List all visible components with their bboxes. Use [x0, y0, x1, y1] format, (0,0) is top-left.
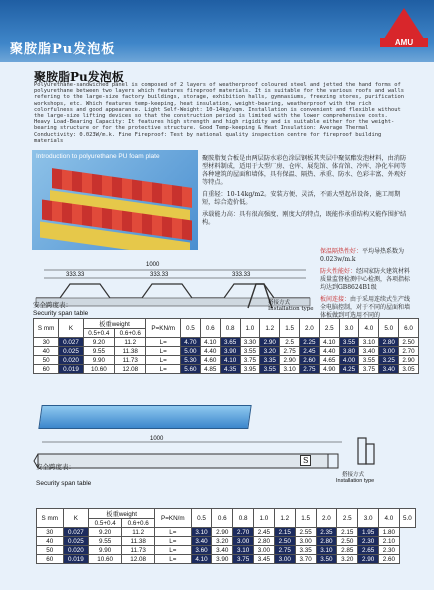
row-l: L= — [146, 365, 181, 374]
install-label-2-en: Installation type — [336, 478, 375, 484]
row-w2: 11.38 — [115, 347, 146, 356]
row-value-0: 4.70 — [181, 338, 201, 347]
row-value-0: 3.10 — [191, 528, 212, 537]
row-value-5: 3.10 — [280, 365, 300, 374]
row-l: L= — [146, 347, 181, 356]
header-title: 聚胺脂Pu发泡板 — [10, 42, 116, 57]
row-value-9: 2.10 — [378, 537, 399, 546]
row-value-6: 3.50 — [316, 555, 337, 564]
header-load-10: 5.0 — [399, 509, 415, 528]
header-thickness-1: 0.6+0.6 — [122, 519, 155, 528]
row-value-2: 3.75 — [233, 555, 254, 564]
cn-load-text: 承载能力高：具有很高强度、刚度大的特点，既能作承重结构又能作围护结构。 — [202, 211, 407, 226]
heat-title: 保温隔热性好： — [320, 248, 363, 255]
header-load-3: 1.0 — [254, 509, 275, 528]
chinese-intro — [202, 155, 407, 227]
header-load-9: 4.0 — [378, 509, 399, 528]
row-value-1: 2.90 — [212, 528, 233, 537]
heat-text: 平均导热系数为0.023w/m.k — [320, 248, 405, 263]
row-s: 60 — [34, 365, 59, 374]
row-s: 30 — [37, 528, 64, 537]
row-k: 0.025 — [63, 537, 89, 546]
row-value-4: 2.15 — [274, 528, 295, 537]
row-value-5: 3.35 — [295, 546, 316, 555]
row-w1: 9.20 — [89, 528, 122, 537]
row-w2: 11.73 — [122, 546, 155, 555]
header-load-6: 2.0 — [299, 319, 319, 338]
row-value-7: 3.20 — [337, 555, 358, 564]
row-value-1: 3.20 — [212, 537, 233, 546]
row-l: L= — [146, 338, 181, 347]
row-value-2: 3.65 — [220, 338, 240, 347]
row-value-7: 2.50 — [337, 537, 358, 546]
row-value-2: 4.10 — [220, 356, 240, 365]
header-thickness-1: 0.6+0.6 — [115, 329, 146, 338]
row-value-6: 2.60 — [299, 356, 319, 365]
header-k: K — [63, 509, 89, 528]
row-value-9: 1.80 — [378, 528, 399, 537]
row-value-9: 2.30 — [378, 546, 399, 555]
row-w2: 12.08 — [122, 555, 155, 564]
row-value-4: 3.55 — [260, 365, 280, 374]
row-k: 0.019 — [63, 555, 89, 564]
row-value-8: 2.90 — [358, 555, 379, 564]
header-weight: 板重weight — [89, 509, 155, 519]
row-k: 0.020 — [63, 546, 89, 555]
row-value-1: 4.10 — [200, 338, 220, 347]
row-value-6: 2.35 — [316, 528, 337, 537]
row-w1: 9.90 — [83, 356, 114, 365]
row-value-2: 3.00 — [233, 537, 254, 546]
row-s: 40 — [34, 347, 59, 356]
fire-text: 经国家防火建筑材料质量监督检测中心检测，各项指标均达到GB8624B1级 — [320, 268, 411, 291]
row-w1: 9.55 — [89, 537, 122, 546]
row-value-3: 3.45 — [254, 555, 275, 564]
row-l: L= — [155, 546, 191, 555]
header-load-4: 1.2 — [274, 509, 295, 528]
row-value-4: 2.75 — [274, 546, 295, 555]
row-value-11: 2.70 — [399, 347, 419, 356]
row-l: L= — [155, 555, 191, 564]
row-value-6: 3.10 — [316, 546, 337, 555]
header-thickness-0: 0.5+0.4 — [89, 519, 122, 528]
logo-text: AMU — [380, 38, 428, 47]
row-value-9: 3.55 — [359, 356, 379, 365]
row-value-0: 3.60 — [191, 546, 212, 555]
row-w2: 11.2 — [115, 338, 146, 347]
header-load-3: 1.0 — [240, 319, 260, 338]
install-label-2-cn: 搭接方式 — [342, 472, 365, 478]
row-value-8: 4.00 — [339, 356, 359, 365]
row-value-10: 3.25 — [379, 356, 399, 365]
header-thickness-0: 0.5+0.4 — [83, 329, 114, 338]
header-load-8: 3.0 — [358, 509, 379, 528]
row-value-5: 2.90 — [280, 356, 300, 365]
row-value-11: 2.50 — [399, 338, 419, 347]
row-s: 30 — [34, 338, 59, 347]
row-value-3: 3.95 — [240, 365, 260, 374]
row-s: 60 — [37, 555, 64, 564]
row-w1: 10.60 — [83, 365, 114, 374]
row-value-9: 3.40 — [359, 347, 379, 356]
span-table-2 — [36, 508, 416, 564]
span-table-1 — [33, 318, 419, 374]
row-k: 0.019 — [59, 365, 83, 374]
flat-panel-image — [38, 405, 251, 429]
side-specs — [320, 248, 415, 320]
row-value-9: 3.10 — [359, 338, 379, 347]
table-row — [37, 555, 416, 564]
row-s: 40 — [37, 537, 64, 546]
row-value-8: 1.95 — [358, 528, 379, 537]
row-value-3: 3.30 — [240, 338, 260, 347]
row-value-1: 4.40 — [200, 347, 220, 356]
row-w1: 9.90 — [89, 546, 122, 555]
width-seg-2: 333.33 — [150, 272, 169, 278]
row-value-4: 2.90 — [260, 338, 280, 347]
english-intro: Polyurethane-sandwiched panel is composed of 2 layers of weatherproof coloured steel and jetted the hand forms of polyurethane between two layers which features fireproof materials. It is suitable for the various roofs and walls refering to the large-size factory buildings, storage, exhibition halls, gymnasiums, freezing stores, purification workshops, etc. Which features temp-keeping, heat insulation, weight-bearing, weatherproof with the rich colorfulness and good appearance. Light Self-Weight: 10-14kg/sqm. Installation is convenient and flexible without the large-size lifting devices so that the construction period is limited with the lower comprehensive costs. Heavy Load-Bearing Capacity: It features high strength and high rigidity and is suitable either for the weight-bearing structure or for the protective structure. Good Temp-keeping & Heat Insulation: Average Thermal Conductivity: 0.023W/m.k. Fine Fireproof: Test by national quality inspection centre for fireproof building materials — [34, 82, 404, 144]
row-k: 0.027 — [59, 338, 83, 347]
install-text: 由于采用连续式生产线全电脑控制，对于不同的屋面和墙体板做到可选用不同的 — [320, 296, 411, 319]
header-banner — [0, 0, 434, 62]
row-value-2: 2.70 — [233, 528, 254, 537]
row-value-3: 2.80 — [254, 537, 275, 546]
cn-intro-text: 聚胺脂复合板是由两层防水彩色涂层钢板其夹层中聚氨酯发泡材料，由消防型材料制成，适用于大型厂房、仓库、展览馆、体育馆、冷库、净化车间等各种建筑的屋面和墙体，具有保温、隔热、承重、防水、色彩丰富、外观好等特点。 — [202, 155, 407, 186]
row-l: L= — [155, 528, 191, 537]
row-value-4: 3.35 — [260, 356, 280, 365]
row-value-5: 3.00 — [295, 537, 316, 546]
amu-logo — [380, 8, 428, 56]
row-w2: 11.2 — [122, 528, 155, 537]
row-value-0: 5.30 — [181, 356, 201, 365]
header-load-6: 2.0 — [316, 509, 337, 528]
row-value-5: 2.5 — [280, 338, 300, 347]
row-l: L= — [146, 356, 181, 365]
header-load-8: 3.0 — [339, 319, 359, 338]
page-title: 聚胺脂Pu发泡板 — [34, 70, 124, 84]
row-value-3: 3.55 — [240, 347, 260, 356]
row-value-7: 4.10 — [319, 338, 339, 347]
fire-title: 防火性能好： — [320, 268, 357, 275]
thickness-s-label: S — [300, 455, 311, 466]
table-row — [37, 537, 416, 546]
header-load-5: 1.5 — [280, 319, 300, 338]
install-title: 板间连接： — [320, 296, 351, 303]
panel-photo — [32, 150, 198, 250]
row-value-5: 2.75 — [280, 347, 300, 356]
row-w2: 11.38 — [122, 537, 155, 546]
header-load-4: 1.2 — [260, 319, 280, 338]
row-value-2: 4.35 — [220, 365, 240, 374]
row-value-1: 3.90 — [212, 555, 233, 564]
row-s: 50 — [37, 546, 64, 555]
width-bottom-label: 1000 — [150, 436, 164, 442]
table-row — [34, 338, 419, 347]
header-load-9: 4.0 — [359, 319, 379, 338]
row-value-0: 5.00 — [181, 347, 201, 356]
row-value-4: 2.50 — [274, 537, 295, 546]
row-w1: 9.55 — [83, 347, 114, 356]
row-value-0: 4.10 — [191, 555, 212, 564]
header-s-mm: S mm — [37, 509, 64, 528]
header-load-1: 0.6 — [212, 509, 233, 528]
row-value-11: 3.05 — [399, 365, 419, 374]
row-value-8: 3.55 — [339, 338, 359, 347]
row-k: 0.027 — [63, 528, 89, 537]
row-value-7: 4.90 — [319, 365, 339, 374]
table-row — [37, 546, 416, 555]
row-value-10: 3.00 — [379, 347, 399, 356]
row-value-5: 2.55 — [295, 528, 316, 537]
row-value-9: 3.75 — [359, 365, 379, 374]
row-value-2: 3.90 — [220, 347, 240, 356]
row-value-1: 4.85 — [200, 365, 220, 374]
width-seg-1: 333.33 — [66, 272, 85, 278]
header-load-5: 1.5 — [295, 509, 316, 528]
header-s-mm: S mm — [34, 319, 59, 338]
safe-span-title-1: 安全跨度表： — [33, 301, 72, 309]
row-value-9: 2.60 — [378, 555, 399, 564]
header-load-7: 2.5 — [337, 509, 358, 528]
header-load-2: 0.8 — [233, 509, 254, 528]
row-value-2: 3.10 — [233, 546, 254, 555]
row-value-6: 2.80 — [316, 537, 337, 546]
row-value-10: 3.40 — [379, 365, 399, 374]
table-row — [34, 356, 419, 365]
row-value-8: 2.30 — [358, 537, 379, 546]
photo-caption: Introduction to polyurethane PU foam plate — [36, 153, 160, 160]
safe-span-en-1: Security span table — [33, 310, 89, 317]
row-value-8: 3.80 — [339, 347, 359, 356]
header-load-10: 5.0 — [379, 319, 399, 338]
row-value-11: 2.90 — [399, 356, 419, 365]
header-k: K — [59, 319, 83, 338]
row-w2: 11.73 — [115, 356, 146, 365]
safe-span-title-2: 安全跨度表： — [36, 463, 75, 471]
row-value-1: 3.40 — [212, 546, 233, 555]
row-value-1: 4.60 — [200, 356, 220, 365]
row-value-0: 5.60 — [181, 365, 201, 374]
header-load-11: 6.0 — [399, 319, 419, 338]
row-w2: 12.08 — [115, 365, 146, 374]
header-load-7: 2.5 — [319, 319, 339, 338]
row-value-6: 2.45 — [299, 347, 319, 356]
row-value-5: 3.70 — [295, 555, 316, 564]
width-total-label: 1000 — [146, 262, 160, 268]
header-p: P=KN/m — [146, 319, 181, 338]
install-label-1: 搭接方式 Installation type — [268, 300, 314, 312]
header-load-2: 0.8 — [220, 319, 240, 338]
row-value-8: 2.65 — [358, 546, 379, 555]
header-weight: 板重weight — [83, 319, 146, 329]
row-value-10: 2.80 — [379, 338, 399, 347]
logo-triangle-icon — [382, 8, 426, 42]
row-value-7: 4.65 — [319, 356, 339, 365]
row-k: 0.025 — [59, 347, 83, 356]
safe-span-en-2: Security span table — [36, 480, 92, 487]
row-value-3: 3.00 — [254, 546, 275, 555]
row-value-6: 2.25 — [299, 338, 319, 347]
header-load-1: 0.6 — [200, 319, 220, 338]
row-s: 50 — [34, 356, 59, 365]
width-seg-3: 333.33 — [232, 272, 251, 278]
table-row — [34, 365, 419, 374]
row-value-0: 3.40 — [191, 537, 212, 546]
row-value-4: 3.00 — [274, 555, 295, 564]
row-value-7: 4.40 — [319, 347, 339, 356]
header-p: P=KN/m — [155, 509, 191, 528]
header-load-0: 0.5 — [191, 509, 212, 528]
row-value-6: 2.75 — [299, 365, 319, 374]
row-k: 0.020 — [59, 356, 83, 365]
row-value-4: 3.20 — [260, 347, 280, 356]
row-value-7: 2.15 — [337, 528, 358, 537]
row-w1: 9.20 — [83, 338, 114, 347]
header-load-0: 0.5 — [181, 319, 201, 338]
installation-detail-icon-2 — [350, 434, 386, 470]
row-value-7: 2.85 — [337, 546, 358, 555]
row-w1: 10.60 — [89, 555, 122, 564]
row-l: L= — [155, 537, 191, 546]
cn-weight-text: 自重轻：10-14kg/m2。安装方便、灵活，不需大型起吊设备，施工周期短，综合造价低。 — [202, 191, 401, 206]
table-row — [37, 528, 416, 537]
row-value-3: 2.45 — [254, 528, 275, 537]
table-row — [34, 347, 419, 356]
row-value-3: 3.75 — [240, 356, 260, 365]
row-value-8: 4.25 — [339, 365, 359, 374]
